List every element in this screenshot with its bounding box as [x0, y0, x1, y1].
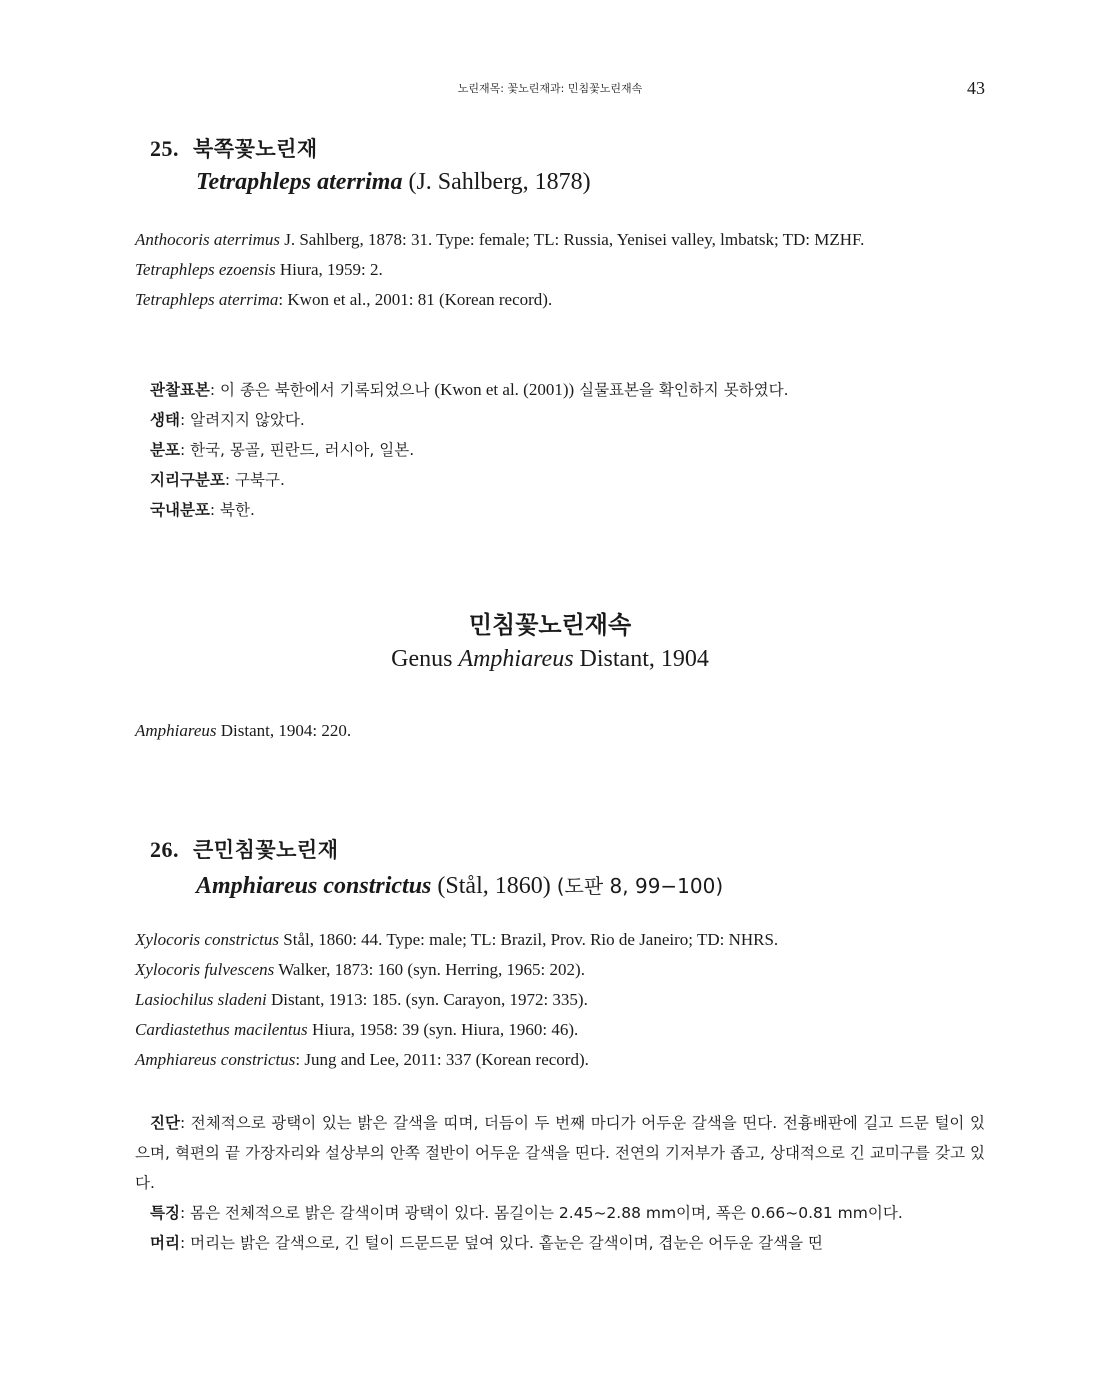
geo-distribution-label: 지리구분포 — [150, 471, 225, 489]
synonym-name: Cardiastethus macilentus — [135, 1020, 308, 1039]
species-26-heading — [150, 834, 723, 900]
synonym-name: Xylocoris constrictus — [135, 930, 280, 949]
ecology-line — [150, 405, 990, 435]
synonym-name: Amphiareus constrictus — [135, 1050, 296, 1069]
species-26-scientific-title — [196, 870, 723, 900]
species-26-description — [135, 1108, 985, 1258]
features-text: : 몸은 전체적으로 밝은 갈색이며 광택이 있다. 몸길이는 2.45~2.88 mm이며, 폭은 0.66~0.81 mm이다. — [179, 1204, 903, 1222]
species-26-korean-name: 큰민침꽃노린재 — [193, 838, 339, 862]
genus-english-title — [0, 646, 1100, 673]
synonym-text: : Jung and Lee, 2011: 337 (Korean record). — [295, 1050, 589, 1069]
species-25-korean-name: 북쪽꽃노린재 — [193, 137, 318, 161]
genus-authority: Distant, 1904 — [579, 646, 709, 672]
species-26-scientific-name: Amphiareus constrictus — [196, 873, 432, 899]
specimen-line — [150, 375, 990, 405]
species-26-synonymy — [135, 925, 985, 1075]
synonym-entry — [135, 1015, 985, 1045]
synonym-name: Tetraphleps aterrima — [135, 290, 279, 309]
distribution-text: : 한국, 몽골, 핀란드, 러시아, 일본. — [179, 441, 415, 459]
species-25-details — [150, 375, 990, 525]
synonym-text: Hiura, 1959: 2. — [275, 260, 383, 279]
specimen-text: : 이 종은 북한에서 기록되었으나 — [209, 381, 435, 399]
species-25-synonymy — [135, 225, 985, 315]
features-paragraph — [135, 1198, 985, 1228]
synonym-entry — [135, 255, 985, 285]
species-25-korean-title — [150, 133, 591, 163]
species-25-heading — [150, 133, 591, 196]
synonym-entry — [135, 985, 985, 1015]
geo-distribution-text: : 구북구. — [224, 471, 285, 489]
domestic-distribution-line — [150, 495, 990, 525]
genus-word: Genus — [391, 646, 453, 672]
genus-citation-entry — [135, 716, 985, 746]
synonym-text: Hiura, 1958: 39 (syn. Hiura, 1960: 46). — [307, 1020, 579, 1039]
synonym-name: Lasiochilus sladeni — [135, 990, 267, 1009]
species-26-authority: (Stål, 1860) — [437, 873, 551, 899]
synonym-text: : Kwon et al., 2001: 81 (Korean record). — [278, 290, 553, 309]
species-25-authority: (J. Sahlberg, 1878) — [408, 169, 591, 195]
genus-name: Amphiareus — [458, 646, 574, 672]
synonym-entry — [135, 225, 985, 255]
genus-citation — [135, 716, 985, 746]
species-25-scientific-title — [196, 169, 591, 196]
genus-citation-name: Amphiareus — [135, 721, 217, 740]
head-label: 머리 — [150, 1234, 180, 1252]
specimen-citation: (Kwon et al. (2001)) — [434, 380, 575, 399]
synonym-entry — [135, 925, 985, 955]
species-25-scientific-name: Tetraphleps aterrima — [196, 169, 403, 195]
synonym-entry — [135, 285, 985, 315]
synonym-entry — [135, 955, 985, 985]
geo-distribution-line — [150, 465, 990, 495]
species-26-plate-ref: (도판 8, 99−100) — [556, 874, 724, 898]
synonym-name: Anthocoris aterrimus — [135, 230, 280, 249]
diagnosis-paragraph — [135, 1108, 985, 1198]
head-paragraph — [135, 1228, 985, 1258]
features-label: 특징 — [150, 1204, 180, 1222]
synonym-text: J. Sahlberg, 1878: 31. Type: female; TL: Russia, Yenisei valley, lmbatsk; TD: MZHF. — [279, 230, 865, 249]
specimen-text-end: 실물표본을 확인하지 못하였다. — [574, 381, 789, 399]
species-26-korean-title — [150, 834, 723, 864]
domestic-distribution-text: : 북한. — [209, 501, 255, 519]
distribution-line — [150, 435, 990, 465]
distribution-label: 분포 — [150, 441, 180, 459]
species-26-number: 26. — [150, 837, 179, 862]
page-number: 43 — [967, 78, 985, 98]
running-head: 노린재목: 꽃노린재과: 민침꽃노린재속 — [457, 82, 643, 95]
synonym-text: Walker, 1873: 160 (syn. Herring, 1965: 202). — [274, 960, 585, 979]
synonym-text: Distant, 1913: 185. (syn. Carayon, 1972: 335). — [266, 990, 588, 1009]
ecology-label: 생태 — [150, 411, 180, 429]
genus-korean-title: 민침꽃노린재속 — [468, 611, 632, 639]
genus-citation-text: Distant, 1904: 220. — [216, 721, 352, 740]
synonym-text: Stål, 1860: 44. Type: male; TL: Brazil, Prov. Rio de Janeiro; TD: NHRS. — [279, 930, 779, 949]
specimen-label: 관찰표본 — [150, 381, 210, 399]
head-text: : 머리는 밝은 갈색으로, 긴 털이 드문드문 덮여 있다. 홑눈은 갈색이며, 겹눈은 어두운 갈색을 띤 — [179, 1234, 823, 1252]
species-25-number: 25. — [150, 136, 179, 161]
ecology-text: : 알려지지 않았다. — [179, 411, 305, 429]
domestic-distribution-label: 국내분포 — [150, 501, 210, 519]
synonym-name: Xylocoris fulvescens — [135, 960, 275, 979]
synonym-name: Tetraphleps ezoensis — [135, 260, 276, 279]
diagnosis-label: 진단 — [150, 1114, 180, 1132]
diagnosis-text: : 전체적으로 광택이 있는 밝은 갈색을 띠며, 더듬이 두 번째 마디가 어두운 갈색을 띤다. 전흉배판에 길고 드문 털이 있으며, 혁편의 끝 가장자리와 설상부의 안쪽 절반이 어두운 갈색을 띤다. 전연의 기저부가 좁고, 상대적으로 긴 교미구를 갖고 있다. — [135, 1114, 985, 1192]
synonym-entry — [135, 1045, 985, 1075]
